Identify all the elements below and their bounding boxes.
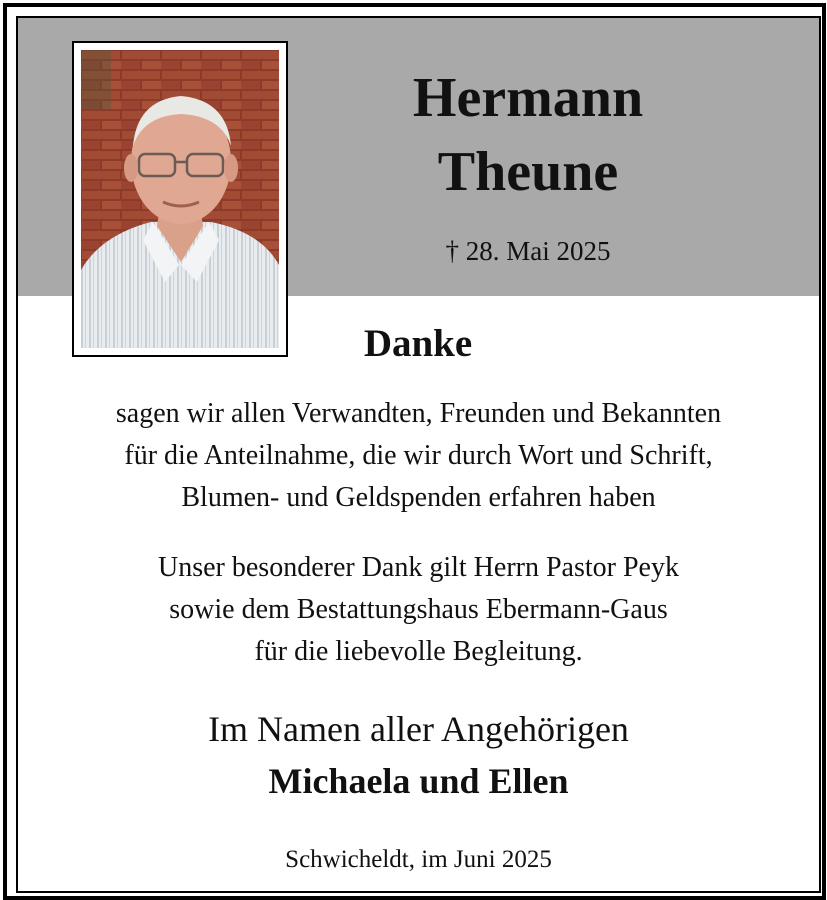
- special-thanks-line: sowie dem Bestattungshaus Ebermann-Gaus: [169, 594, 668, 625]
- thanks-heading: Danke: [363, 322, 473, 365]
- thanks-paragraph: [18, 393, 819, 519]
- portrait-photo: [81, 50, 279, 348]
- special-thanks-line: Unser besonderer Dank gilt Herrn Pastor Peyk: [158, 552, 679, 583]
- special-thanks-paragraph: [18, 547, 819, 673]
- place-date: Schwicheldt, im Juni 2025: [285, 846, 552, 873]
- death-date: † 28. Mai 2025: [445, 236, 611, 266]
- thanks-line: für die Anteilnahme, die wir durch Wort und Schrift,: [124, 440, 713, 471]
- special-thanks-line: für die liebevolle Begleitung.: [254, 636, 583, 667]
- last-name: Theune: [437, 141, 619, 203]
- thanks-line: Blumen- und Geldspenden erfahren haben: [181, 482, 656, 513]
- thanks-line: sagen wir allen Verwandten, Freunden und Bekannten: [115, 398, 722, 429]
- inner-frame: [16, 16, 821, 893]
- signatory-names: Michaela und Ellen: [268, 761, 569, 801]
- closing-line: Im Namen aller Angehörigen: [208, 709, 629, 749]
- first-name: Hermann: [412, 67, 644, 129]
- outer-frame: [3, 3, 826, 900]
- portrait-frame: [72, 41, 288, 357]
